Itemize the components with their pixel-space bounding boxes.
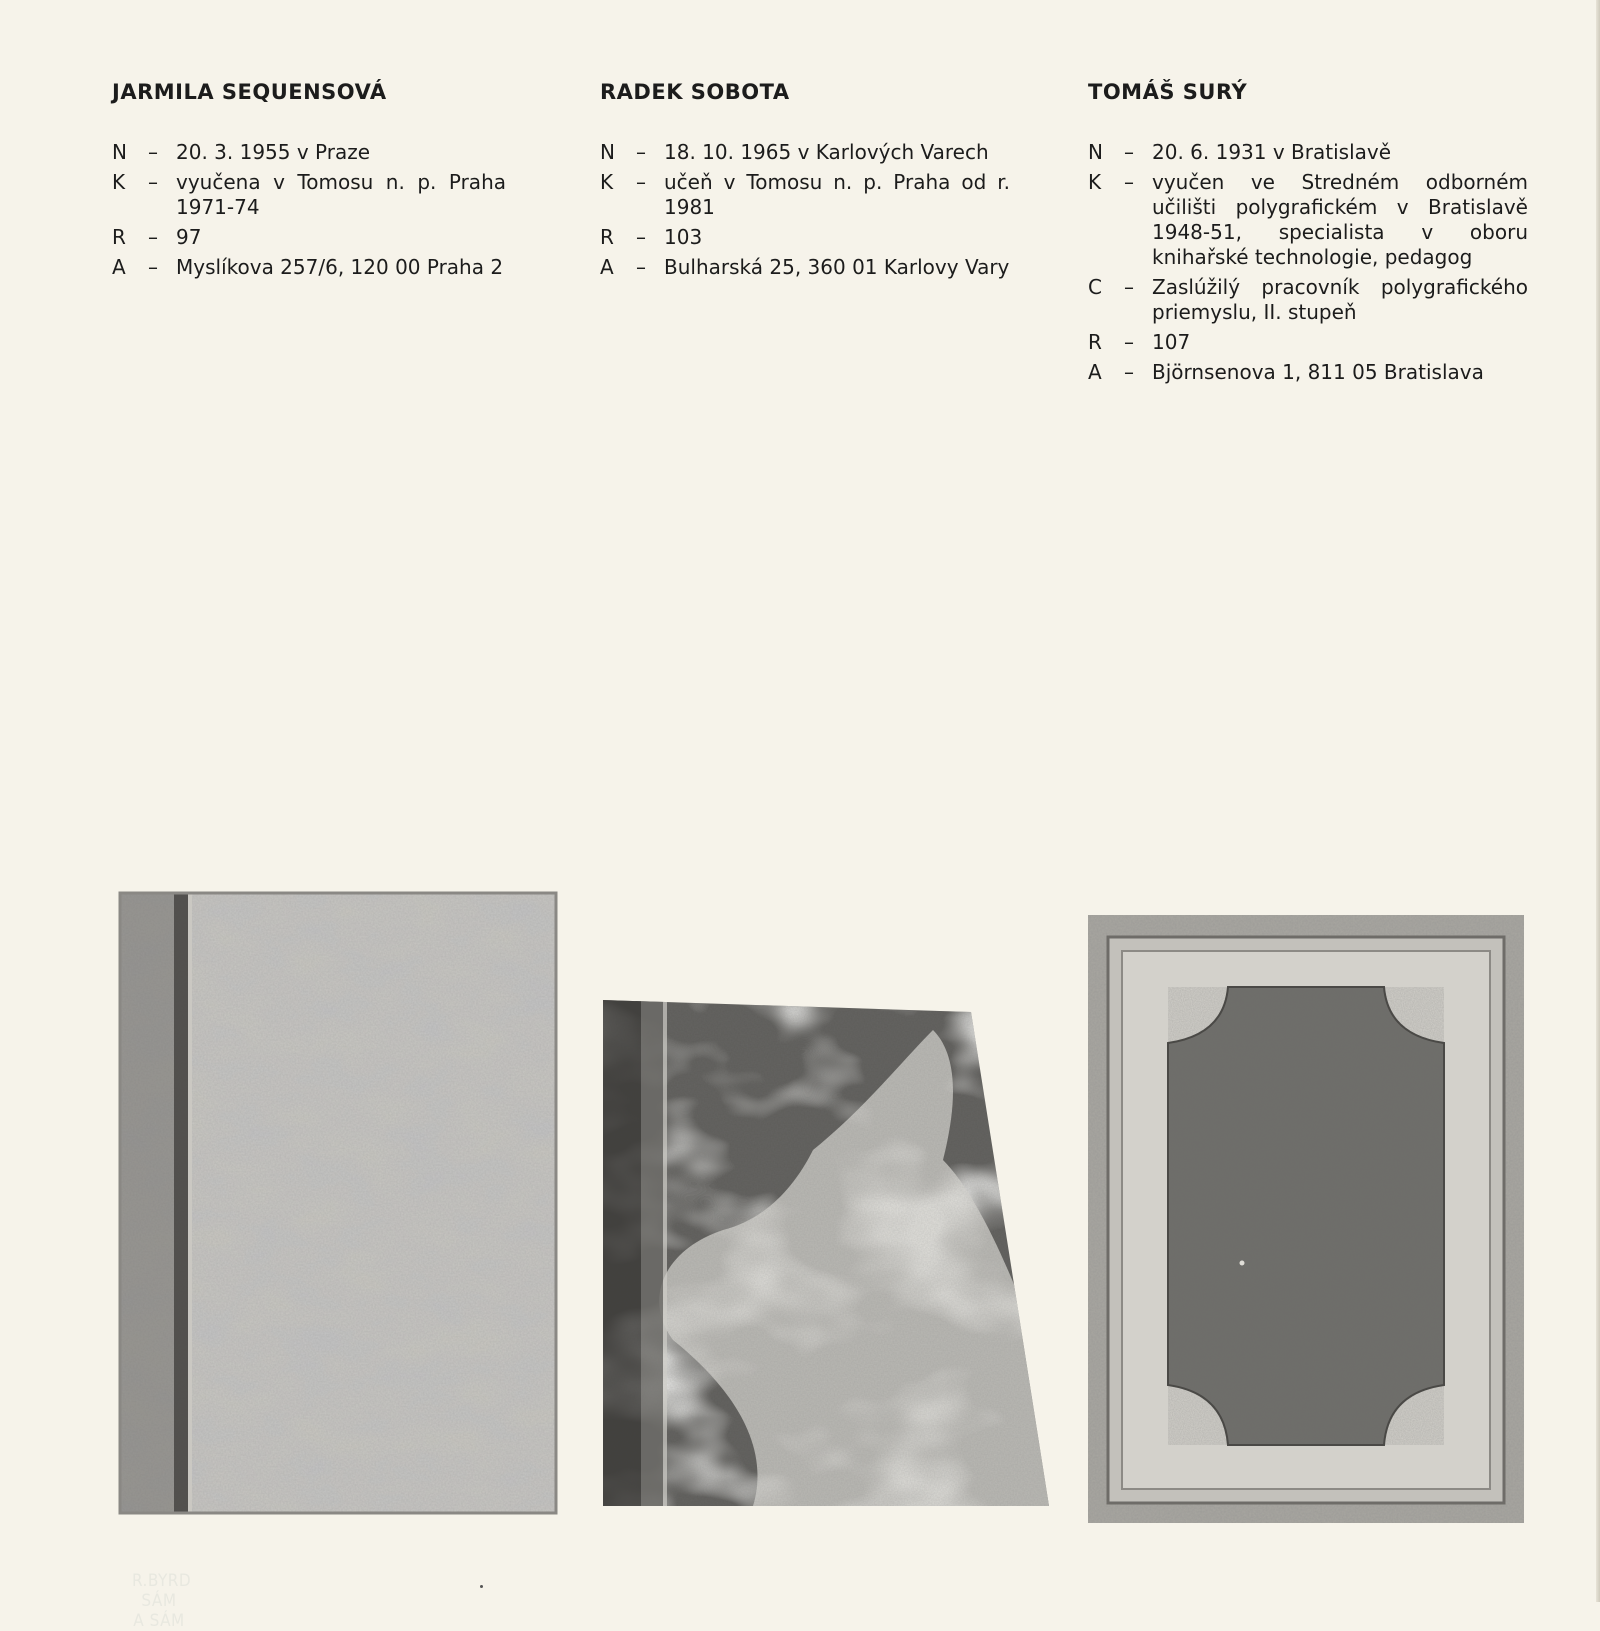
entry-dash: – — [636, 140, 646, 164]
entry-born — [600, 140, 1040, 165]
entry-ref — [600, 225, 1040, 250]
paper-speck — [480, 1585, 483, 1588]
spine-line: R.BYRD — [132, 1571, 192, 1591]
spine-line: SÁM — [141, 1591, 177, 1611]
entry-key: A — [1088, 360, 1102, 384]
binder-column-sobota — [600, 80, 1040, 285]
entry-value: učeň v Tomosu n. p. Praha od r. 1981 — [664, 170, 1010, 219]
entry-key: R — [1088, 330, 1102, 354]
binder-column-sury — [1088, 80, 1528, 390]
entry-value: vyučena v Tomosu n. p. Praha 1971-74 — [176, 170, 506, 219]
entry-key: C — [1088, 275, 1102, 299]
entry-key: N — [600, 140, 615, 164]
entry-dash: – — [1124, 330, 1134, 354]
entry-career — [1088, 170, 1528, 270]
entry-value: 103 — [664, 225, 703, 249]
entry-value: Bulharská 25, 360 01 Karlovy Vary — [664, 255, 1010, 279]
dark-marbled-cover-image — [603, 1000, 1049, 1520]
binder-name: JARMILA SEQUENSOVÁ — [112, 80, 387, 104]
framed-cover-image — [1088, 915, 1524, 1523]
binder-name: RADEK SOBOTA — [600, 80, 790, 104]
binding-photo-framed-panel — [1088, 915, 1524, 1523]
entry-value: Björnsenova 1, 811 05 Bratislava — [1152, 360, 1484, 384]
entry-dash: – — [1124, 275, 1134, 299]
binding-photo-marbled — [120, 893, 556, 1631]
binder-name: TOMÁŠ SURÝ — [1088, 80, 1248, 104]
entry-dash: – — [636, 255, 646, 279]
entry-dash: – — [636, 170, 646, 194]
entry-key: N — [112, 140, 127, 164]
entry-address — [1088, 360, 1528, 385]
entry-ref — [112, 225, 532, 250]
entry-key: K — [1088, 170, 1102, 194]
entry-career — [112, 170, 532, 220]
entry-value: 18. 10. 1965 v Karlových Varech — [664, 140, 989, 164]
entry-key: A — [600, 255, 614, 279]
binder-column-sequensova — [112, 80, 532, 285]
entry-ref — [1088, 330, 1528, 355]
marbled-cover-image — [120, 893, 556, 1513]
entry-dash: – — [636, 225, 646, 249]
entry-value: Myslíkova 257/6, 120 00 Praha 2 — [176, 255, 504, 279]
entry-key: R — [600, 225, 614, 249]
entry-born — [1088, 140, 1528, 165]
entry-value: 20. 6. 1931 v Bratislavě — [1152, 140, 1392, 164]
entry-value: 97 — [176, 225, 202, 249]
spine-line: A SÁM — [133, 1611, 185, 1631]
entry-key: K — [600, 170, 614, 194]
entry-dash: – — [1124, 360, 1134, 384]
entry-key: K — [112, 170, 126, 194]
entry-value: 20. 3. 1955 v Praze — [176, 140, 371, 164]
entry-value: vyučen ve Stredném odborném učilišti polygrafickém v Bratislavě 1948-51, specialista v oboru knihařské technologie, pedagog — [1152, 170, 1528, 269]
binding-photo-dark-marbled — [603, 1000, 1049, 1520]
entry-dash: – — [1124, 170, 1134, 194]
entry-address — [112, 255, 532, 280]
entry-dash: – — [148, 170, 158, 194]
entry-dash: – — [148, 140, 158, 164]
spine-title — [132, 1571, 192, 1631]
entry-dash: – — [148, 225, 158, 249]
entry-key: R — [112, 225, 126, 249]
page-edge — [1596, 0, 1600, 1602]
entry-dash: – — [148, 255, 158, 279]
entry-address — [600, 255, 1040, 280]
entry-value: Zaslúžilý pracovník polygrafického priemyslu, II. stupeň — [1152, 275, 1528, 324]
entry-dash: – — [1124, 140, 1134, 164]
entry-award — [1088, 275, 1528, 325]
entry-key: A — [112, 255, 126, 279]
entry-born — [112, 140, 532, 165]
entry-value: 107 — [1152, 330, 1191, 354]
entry-key: N — [1088, 140, 1103, 164]
entry-career — [600, 170, 1040, 220]
